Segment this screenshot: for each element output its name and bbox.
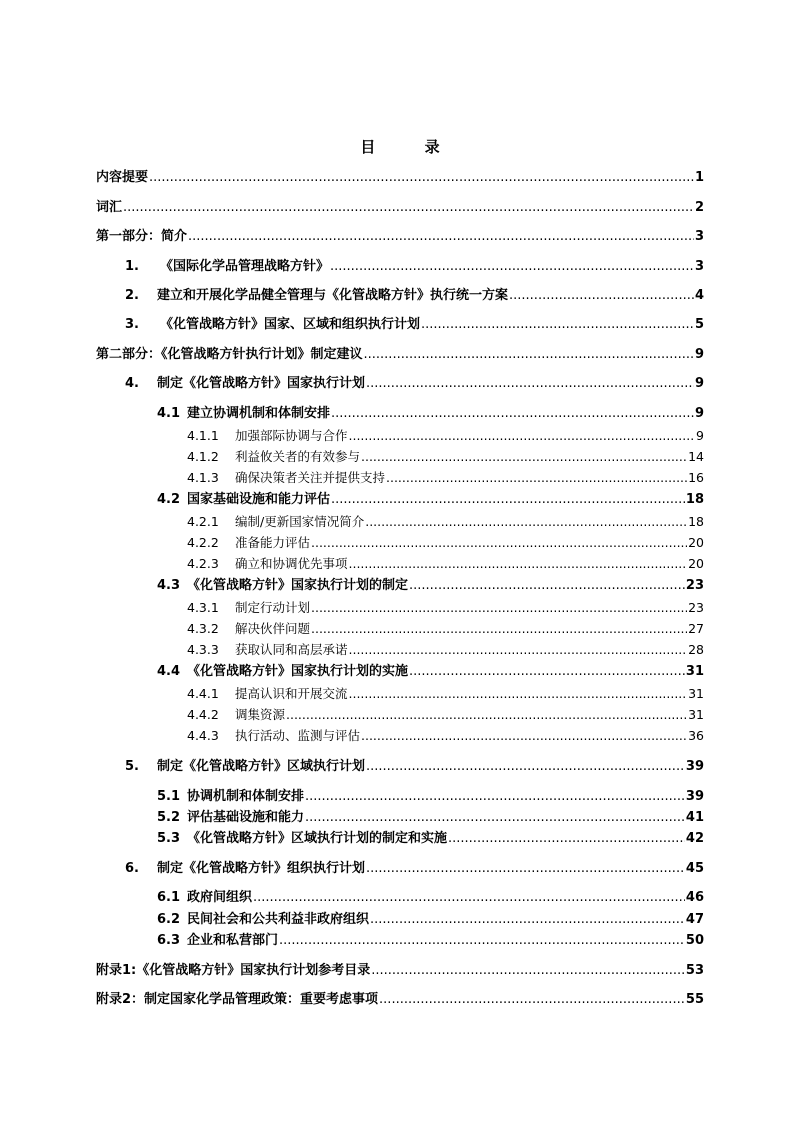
toc-leader-dots — [421, 317, 694, 333]
toc-entry-label: 制定行动计划 — [235, 600, 311, 615]
toc-entry-number: 4.3.1 — [187, 600, 219, 615]
toc-entry-label: 确保决策者关注并提供支持 — [235, 470, 386, 485]
toc-entry[interactable] — [96, 225, 704, 245]
toc-entry-page: 2 — [694, 200, 704, 215]
toc-leader-dots — [305, 810, 685, 826]
toc-entry-number: 4.4 — [157, 664, 181, 679]
toc-leader-dots — [409, 664, 685, 680]
toc-leader-dots — [253, 890, 685, 906]
toc-leader-dots — [379, 992, 685, 1008]
toc-entry-number: 4.1.1 — [187, 428, 219, 443]
toc-entry-number: 4.1.2 — [187, 449, 219, 464]
toc-leader-dots — [279, 933, 685, 949]
toc-entry[interactable] — [187, 617, 704, 637]
toc-entry[interactable] — [157, 402, 704, 422]
toc-entry-page: 28 — [688, 642, 704, 657]
toc-entry-label: 《化管战略方针》国家执行计划的制定 — [187, 578, 409, 593]
toc-leader-dots — [361, 449, 687, 465]
toc-entry[interactable] — [157, 488, 704, 508]
toc-entry-number: 4.4.2 — [187, 707, 219, 722]
toc-leader-dots — [361, 728, 687, 744]
toc-entry[interactable] — [96, 343, 704, 363]
toc-entry-label: 建立和开展化学品健全管理与《化管战略方针》执行统一方案 — [157, 288, 509, 303]
toc-entry-label: 制定《化管战略方针》区域执行计划 — [157, 759, 366, 774]
toc-leader-dots — [123, 200, 694, 216]
toc-entry-page: 31 — [688, 686, 704, 701]
toc-entry-page: 36 — [688, 728, 704, 743]
toc-entry-page: 3 — [694, 259, 704, 274]
toc-entry-label: 企业和私营部门 — [187, 933, 279, 948]
toc-entry[interactable] — [157, 785, 704, 805]
toc-entry-number: 5.2 — [157, 810, 181, 825]
toc-entry-label: 《化管战略方针》区域执行计划的制定和实施 — [187, 831, 448, 846]
toc-leader-dots — [311, 600, 687, 616]
toc-entry-number: 4.2.2 — [187, 535, 219, 550]
toc-entry-number: 5. — [125, 759, 139, 774]
toc-entry-number: 4.3 — [157, 578, 181, 593]
toc-entry-label: 国家基础设施和能力评估 — [187, 492, 331, 507]
toc-entry-page: 9 — [694, 347, 704, 362]
page-title: 目 录 — [360, 138, 462, 156]
toc-entry-label: 加强部际协调与合作 — [235, 428, 348, 443]
toc-entry[interactable] — [187, 724, 704, 744]
toc-entry-number: 4.2 — [157, 492, 181, 507]
toc-entry-label: 调集资源 — [235, 707, 286, 722]
toc-entry-label: 《国际化学品管理战略方针》 — [160, 259, 330, 274]
toc-entry-number: 1. — [125, 259, 139, 274]
toc-entry-number: 3. — [125, 317, 139, 332]
toc-leader-dots — [409, 578, 685, 594]
toc-entry-number: 4.1.3 — [187, 470, 219, 485]
toc-entry[interactable] — [187, 445, 704, 465]
toc-leader-dots — [366, 376, 694, 392]
toc-entry-number: 2. — [125, 288, 139, 303]
toc-entry[interactable] — [125, 755, 704, 775]
toc-entry-label: 解决伙伴问题 — [235, 621, 311, 636]
toc-entry-page: 55 — [685, 992, 704, 1007]
toc-entry-label: 协调机制和体制安排 — [187, 789, 305, 804]
toc-entry-label: 词汇 — [96, 200, 123, 215]
toc-entry[interactable] — [125, 255, 704, 275]
toc-entry-label: 利益攸关者的有效参与 — [235, 449, 361, 464]
toc-entry[interactable] — [157, 660, 704, 680]
toc-entry-label: 《化管战略方针》国家执行计划的实施 — [187, 664, 409, 679]
toc-entry-page: 42 — [685, 831, 704, 846]
toc-entry-page: 20 — [688, 556, 704, 571]
toc-entry-label: 制定《化管战略方针》国家执行计划 — [157, 376, 366, 391]
toc-entry[interactable] — [125, 372, 704, 392]
toc-entry-page: 47 — [685, 912, 704, 927]
toc-entry-page: 16 — [688, 470, 704, 485]
toc-entry-label: 建立协调机制和体制安排 — [187, 406, 331, 421]
toc-entry-label: 执行活动、监测与评估 — [235, 728, 361, 743]
toc-entry-page: 3 — [694, 229, 704, 244]
toc-entry-number: 4.4.1 — [187, 686, 219, 701]
toc-entry-page: 4 — [694, 288, 704, 303]
toc-leader-dots — [331, 492, 685, 508]
toc-entry-number: 4.4.3 — [187, 728, 219, 743]
toc-entry-page: 9 — [694, 376, 704, 391]
toc-entry-number: 6.3 — [157, 933, 181, 948]
toc-entry-label: 获取认同和高层承诺 — [235, 642, 348, 657]
toc-entry[interactable] — [157, 827, 704, 847]
toc-entry-page: 46 — [685, 890, 704, 905]
toc-entry-page: 39 — [685, 789, 704, 804]
toc-entry-label: 《化管战略方针》国家、区域和组织执行计划 — [160, 317, 421, 332]
toc-entry[interactable] — [187, 510, 704, 530]
toc-entry[interactable] — [125, 284, 704, 304]
toc-leader-dots — [386, 470, 687, 486]
toc-entry-number: 4.2.3 — [187, 556, 219, 571]
toc-entry-number: 6.2 — [157, 912, 181, 927]
toc-entry-page: 45 — [685, 861, 704, 876]
toc-leader-dots — [286, 707, 687, 723]
toc-entry-page: 41 — [685, 810, 704, 825]
toc-leader-dots — [370, 912, 685, 928]
toc-entry[interactable] — [125, 313, 704, 333]
toc-entry-label: 制定《化管战略方针》组织执行计划 — [157, 861, 366, 876]
toc-entry-label: 民间社会和公共利益非政府组织 — [187, 912, 370, 927]
toc-leader-dots — [365, 514, 687, 530]
toc-entry-label: 提高认识和开展交流 — [235, 686, 348, 701]
toc-entry-page: 31 — [688, 707, 704, 722]
toc-entry[interactable] — [187, 552, 704, 572]
toc-leader-dots — [311, 621, 687, 637]
toc-entry-page: 5 — [694, 317, 704, 332]
toc-entry-number: 4.3.2 — [187, 621, 219, 636]
toc-entry-page: 27 — [688, 621, 704, 636]
toc-entry[interactable] — [96, 959, 704, 979]
toc-entry[interactable] — [157, 929, 704, 949]
toc-entry-page: 53 — [685, 963, 704, 978]
toc-leader-dots — [305, 789, 685, 805]
toc-entry-label: 确立和协调优先事项 — [235, 556, 348, 571]
toc-entry-page: 9 — [696, 428, 704, 443]
toc-entry-number: 4.1 — [157, 406, 181, 421]
toc-entry-number: 5.1 — [157, 789, 181, 804]
toc-entry-label: 准备能力评估 — [235, 535, 311, 550]
toc-leader-dots — [349, 428, 696, 444]
toc-leader-dots — [448, 831, 685, 847]
toc-leader-dots — [366, 759, 685, 775]
toc-entry[interactable] — [157, 886, 704, 906]
toc-entry-page: 18 — [685, 492, 704, 507]
toc-leader-dots — [509, 288, 694, 304]
toc-leader-dots — [149, 170, 694, 186]
toc-leader-dots — [331, 406, 694, 422]
toc-leader-dots — [371, 963, 685, 979]
toc-entry[interactable] — [187, 703, 704, 723]
toc-entry-page: 39 — [685, 759, 704, 774]
toc-entry[interactable] — [125, 857, 704, 877]
toc-entry[interactable] — [187, 466, 704, 486]
toc-entry[interactable] — [96, 196, 704, 216]
toc-leader-dots — [330, 259, 694, 275]
toc-leader-dots — [364, 347, 694, 363]
toc-entry[interactable] — [187, 424, 704, 444]
toc-leader-dots — [349, 642, 688, 658]
toc-entry-label: 政府间组织 — [187, 890, 253, 905]
toc-entry-label: 附录1:《化管战略方针》国家执行计划参考目录 — [96, 963, 371, 978]
toc-entry-page: 23 — [685, 578, 704, 593]
toc-entry[interactable] — [157, 806, 704, 826]
toc-leader-dots — [349, 556, 688, 572]
toc-leader-dots — [349, 686, 688, 702]
toc-entry-number: 6. — [125, 861, 139, 876]
toc-entry[interactable] — [187, 682, 704, 702]
toc-entry-label: 附录2：制定国家化学品管理政策：重要考虑事项 — [96, 992, 379, 1007]
toc-entry[interactable] — [96, 166, 704, 186]
toc-entry-label: 第一部分：简介 — [96, 229, 188, 244]
toc-entry-number: 4. — [125, 376, 139, 391]
toc-entry-page: 20 — [688, 535, 704, 550]
toc-entry-label: 第二部分：《化管战略方针执行计划》制定建议 — [96, 347, 363, 362]
toc-entry-page: 9 — [694, 406, 704, 421]
toc-entry-page: 1 — [694, 170, 704, 185]
toc-leader-dots — [311, 535, 687, 551]
toc-leader-dots — [366, 861, 685, 877]
toc-entry-page: 50 — [685, 933, 704, 948]
toc-entry-page: 14 — [688, 449, 704, 464]
toc-entry-label: 编制/更新国家情况简介 — [235, 514, 365, 529]
toc-entry-label: 评估基础设施和能力 — [187, 810, 305, 825]
toc-entry-number: 5.3 — [157, 831, 181, 846]
toc-entry[interactable] — [187, 596, 704, 616]
toc-entry[interactable] — [187, 638, 704, 658]
toc-entry[interactable] — [157, 908, 704, 928]
toc-entry-label: 内容提要 — [96, 170, 149, 185]
toc-entry-page: 23 — [688, 600, 704, 615]
toc-entry[interactable] — [187, 531, 704, 551]
toc-leader-dots — [188, 229, 694, 245]
toc-entry[interactable] — [157, 574, 704, 594]
toc-entry-number: 4.3.3 — [187, 642, 219, 657]
toc-entry-page: 18 — [688, 514, 704, 529]
toc-entry-page: 31 — [685, 664, 704, 679]
toc-entry-number: 4.2.1 — [187, 514, 219, 529]
toc-entry-number: 6.1 — [157, 890, 181, 905]
toc-entry[interactable] — [96, 988, 704, 1008]
